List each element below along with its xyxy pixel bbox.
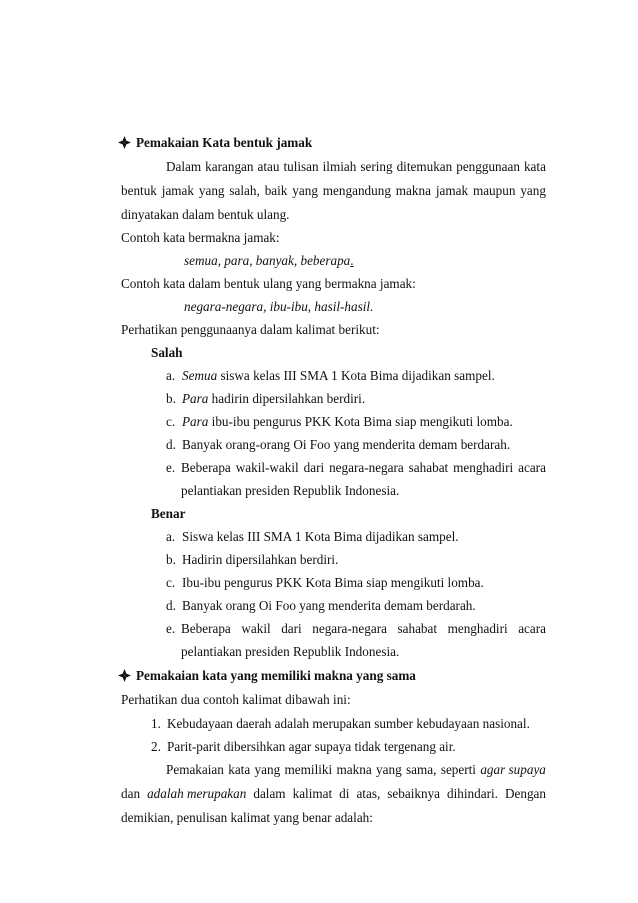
section1-paragraph-line3: dinyatakan dalam bentuk ulang. <box>121 207 290 222</box>
wrong-item-e-line1 <box>181 460 546 476</box>
section2-item-text <box>167 739 456 755</box>
right-item-e-line1 <box>181 621 546 637</box>
item-body: Kebudayaan daerah adalah merupakan sumber kebudayaan nasional. <box>167 716 530 731</box>
right-item-e-marker: e. <box>166 621 176 636</box>
word: dari <box>281 621 302 636</box>
wrong-item-marker: a. <box>166 368 176 383</box>
word: wakil-wakil <box>235 460 299 475</box>
wrong-item-text <box>182 414 513 430</box>
word: sahabat <box>397 621 438 636</box>
word: makna <box>336 762 372 777</box>
word: penggunaan <box>456 159 520 174</box>
section2-heading <box>118 668 416 684</box>
wrong-item-text <box>182 368 495 384</box>
section2-paragraph-line2 <box>121 786 546 802</box>
word: di <box>339 786 350 801</box>
right-item-marker: c. <box>166 575 176 590</box>
word: sama, <box>406 762 437 777</box>
wrong-item-marker: b. <box>166 391 176 406</box>
section1-heading-text: Pemakaian Kata bentuk jamak <box>136 135 313 150</box>
right-item-e-line2: pelantiakan presiden Republik Indonesia. <box>181 644 400 659</box>
item-body: Ibu-ibu pengurus PKK Kota Bima siap mengikuti lomba. <box>182 575 484 590</box>
word: memiliki <box>284 762 333 777</box>
italic-word: Semua <box>182 368 218 383</box>
italic-word: Para <box>182 414 209 429</box>
item-body: ibu-ibu pengurus PKK Kota Bima siap mengikuti lomba. <box>208 414 513 429</box>
word: Pemakaian <box>166 762 224 777</box>
word: yang <box>520 183 546 198</box>
word: kata <box>228 762 251 777</box>
italic-word: Para <box>182 391 209 406</box>
word: ilmiah <box>322 159 357 174</box>
wrong-item-marker: d. <box>166 437 176 452</box>
word: sebaiknya <box>387 786 441 801</box>
word: dalam <box>253 786 286 801</box>
section1-paragraph-line1 <box>166 159 546 175</box>
word: menghadiri <box>447 621 508 636</box>
word: sering <box>360 159 393 174</box>
example2-label: Contoh kata dalam bentuk ulang yang bermakna jamak: <box>121 276 416 291</box>
word: atau <box>257 159 280 174</box>
word: makna <box>395 183 431 198</box>
word: yang <box>292 183 318 198</box>
word: dari <box>303 460 325 475</box>
item-body: siswa kelas III SMA 1 Kota Bima dijadikan sampel. <box>217 368 495 383</box>
word: jamak <box>435 183 469 198</box>
word: kalimat <box>292 786 333 801</box>
diamond-bullet-icon <box>118 136 131 149</box>
word: baik <box>264 183 288 198</box>
word: wakil <box>241 621 271 636</box>
item-body: Hadirin dipersilahkan berdiri. <box>182 552 339 567</box>
word: tulisan <box>283 159 319 174</box>
word: menghadiri <box>453 460 514 475</box>
section2-paragraph-line1 <box>166 762 546 778</box>
right-item-marker: a. <box>166 529 176 544</box>
item-body: Banyak orang Oi Foo yang menderita demam berdarah. <box>182 598 476 613</box>
example1-words: semua, para, banyak, beberapa. <box>184 253 354 268</box>
right-item-text <box>182 575 484 591</box>
word: atas, <box>356 786 381 801</box>
section2-heading-text: Pemakaian kata yang memiliki makna yang sama <box>136 668 416 683</box>
wrong-item-e-marker: e. <box>166 460 176 475</box>
italic-phrase: adalah merupakan <box>147 786 247 801</box>
example2-words: negara-negara, ibu-ibu, hasil-hasil. <box>184 299 374 314</box>
word: maupun <box>472 183 516 198</box>
notice-text: Perhatikan penggunaanya dalam kalimat berikut: <box>121 322 380 337</box>
section1-heading <box>118 135 312 151</box>
section2-intro: Perhatikan dua contoh kalimat dibawah ini: <box>121 692 351 707</box>
wrong-item-e-line2: pelantiakan presiden Republik Indonesia. <box>181 483 400 498</box>
right-item-marker: b. <box>166 552 176 567</box>
word: negara-negara <box>329 460 404 475</box>
word: yang <box>376 762 402 777</box>
section2-item-marker: 1. <box>151 716 161 731</box>
word: seperti <box>440 762 476 777</box>
section2-item-text <box>167 716 530 732</box>
example1-label: Contoh kata bermakna jamak: <box>121 230 280 245</box>
right-item-text <box>182 598 476 614</box>
right-label: Benar <box>151 506 186 521</box>
diamond-bullet-icon <box>118 669 131 682</box>
item-body: Siswa kelas III SMA 1 Kota Bima dijadikan sampel. <box>182 529 459 544</box>
wrong-item-text <box>182 391 365 407</box>
word: Dalam <box>166 159 202 174</box>
word: negara-negara <box>312 621 387 636</box>
word: yang <box>198 183 225 198</box>
item-body: Parit-parit dibersihkan agar supaya tidak tergenang air. <box>167 739 456 754</box>
word: salah, <box>229 183 260 198</box>
right-item-text <box>182 552 338 568</box>
word: mengandung <box>322 183 391 198</box>
word: bentuk <box>121 183 157 198</box>
word: sahabat <box>408 460 449 475</box>
right-item-marker: d. <box>166 598 176 613</box>
word: Dengan <box>504 786 546 801</box>
section1-paragraph-line2 <box>121 183 546 199</box>
word: Beberapa <box>181 460 231 475</box>
word: acara <box>518 621 546 636</box>
section2-paragraph-line3: demikian, penulisan kalimat yang benar adalah: <box>121 810 373 825</box>
word: kata <box>523 159 546 174</box>
word: jamak <box>161 183 195 198</box>
word: ditemukan <box>396 159 453 174</box>
word: acara <box>518 460 546 475</box>
wrong-item-marker: c. <box>166 414 176 429</box>
word: Beberapa <box>181 621 231 636</box>
wrong-label: Salah <box>151 345 183 360</box>
item-body: hadirin dipersilahkan berdiri. <box>208 391 366 406</box>
right-item-text <box>182 529 459 545</box>
section2-item-marker: 2. <box>151 739 161 754</box>
word: karangan <box>205 159 254 174</box>
word: dihindari. <box>447 786 498 801</box>
item-body: Banyak orang-orang Oi Foo yang menderita demam berdarah. <box>182 437 511 452</box>
wrong-item-text <box>182 437 510 453</box>
italic-phrase: agar supaya <box>480 762 546 777</box>
word: yang <box>254 762 281 777</box>
word: dan <box>121 786 141 801</box>
